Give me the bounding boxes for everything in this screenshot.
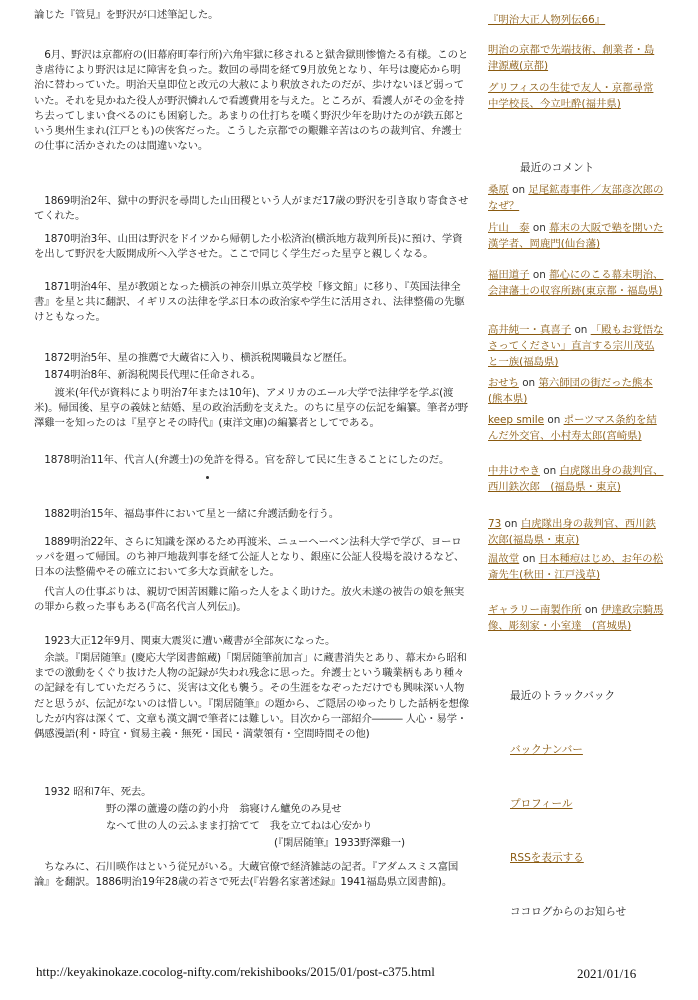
- comment-item: [488, 602, 664, 634]
- comment-on: on: [543, 465, 557, 477]
- comment-item: [488, 322, 664, 370]
- trackback-heading: 最近のトラックバック: [510, 690, 616, 702]
- paragraph: 1923大正12年9月、関東大震災に遭い蔵書が全部灰になった。: [34, 635, 336, 647]
- paragraph: 代言人の仕事ぶりは、親切で困苦困難に陥った人をよく助けた。放火未遂の被告の娘を無実の罪から救った事もある(『高名代言人列伝』)。: [34, 586, 465, 614]
- comment-author[interactable]: 高井純一・真喜子: [488, 324, 572, 336]
- comment-item: [488, 267, 664, 299]
- comment-on: on: [547, 414, 561, 426]
- backnumber-link[interactable]: バックナンバー: [510, 744, 583, 756]
- book-link[interactable]: 明治の京都で先端技術、創業者・島津源蔵(京都): [488, 44, 655, 72]
- comment-item: [488, 412, 664, 444]
- paragraph: 1932 昭和7年、死去。: [34, 786, 152, 798]
- comment-item: [488, 375, 664, 407]
- paragraph: 渡米(年代が資料により明治7年または10年)、アメリカのエール大学で法律学を学ぶ(渡米)。帰国後、星亨の義妹と結婚、星の政治活動を支えた。のちに星亨の伝記を編纂。筆者が野澤雞一を知ったのは『星亨とその時代』(東洋文庫)の編纂者としてである。: [34, 387, 469, 430]
- book-link[interactable]: 『明治大正人物列伝66』: [488, 14, 606, 26]
- paragraph: 1872明治5年、星の推薦で大蔵省に入り、横浜税関職員など歴任。: [34, 352, 354, 364]
- comment-post-link[interactable]: 白虎隊出身の裁判官、西川鉄次郎 (福島県・東京): [488, 465, 664, 493]
- comment-on: on: [522, 553, 536, 565]
- paragraph: 1871明治4年、星が教頭となった横浜の神奈川県立英学校「修文館」に移り、『英国法律全書』を星と共に翻訳、イギリスの法律を学ぶ日本の政治家や学生に活用され、法律整備の先駆けともなった。: [34, 281, 465, 324]
- comment-on: on: [584, 604, 598, 616]
- paragraph: 6月、野沢は京都府の(旧幕府町奉行所)六角牢獄に移されると獄舎獄則惨憺たる有様。このとき虐待により野沢は足に障害を負った。数回の尋問を経て9月放免となり、年号は慶応から明治に替わっていた。明治天皇即位と改元の大赦により釈放されたのだが、歩けないほど弱っていた。それを見かねた役人が野沢憐れんで看護費用を与えた。ところが、看護人がその金を持ち去ってしまい食べるのにも困窮した。あまりの仕打ちを嘆く野沢少年を助けたのが鉄五郎という奥州生まれ(江戸とも)の侠客だった。こうした京都での艱難辛苦はのちの裁判官、弁護士の仕事に活かされたのは間違いない。: [34, 49, 469, 153]
- comment-item: [488, 516, 664, 548]
- paragraph: 1882明治15年、福島事件において星と一緒に弁護活動を行う。: [34, 508, 340, 520]
- book-link[interactable]: グリフィスの生徒で友人・京都尋常中学校長、今立吐酔(福井県): [488, 82, 654, 110]
- comment-author[interactable]: ギャラリー南製作所: [488, 604, 582, 616]
- comment-on: on: [512, 184, 526, 196]
- comment-post-link[interactable]: 白虎隊出身の裁判官、西川鉄次郎(福島県・東京): [488, 518, 656, 546]
- print-date: 2021/01/16: [577, 966, 637, 981]
- poem-source: (『閑居随筆』1933野澤雞一): [274, 837, 405, 849]
- poem-line: なへて世の人の云ふまま打捨てて 我を立てねは心安かり: [106, 820, 373, 832]
- comment-on: on: [532, 269, 546, 281]
- paragraph: 余談。『閑居随筆』(慶応大学図書館蔵)「閑居随筆前加言」に蔵書消失とあり、幕末から昭和までの激動をくぐり抜けた人物の記録が失われ残念に思った。弁護士という職業柄もあり種々の記録を有していただろうに、災害は文化も襲う。その生涯をなぞっただけでも興味深い人物だと思うが、伝記がないのは惜しい。『閑居随筆』の題から、ご隠居のゆったりした話柄を想像したが内容は深くて、文章も漢文調で筆者には難しい。目次から一部紹介――― 人心・易学・偶感漫語(利・時宜・貿易主義・無死・国民・満蒙領有・空間時間その他): [34, 652, 470, 741]
- comment-author[interactable]: 桑原: [488, 184, 509, 196]
- comments-heading: 最近のコメント: [520, 162, 595, 174]
- comment-author[interactable]: 福田道子: [488, 269, 530, 281]
- paragraph: 1878明治11年、代言人(弁護士)の免許を得る。官を辞して民に生きることにしたのだ。: [34, 454, 450, 466]
- comment-on: on: [574, 324, 588, 336]
- paragraph: 1889明治22年、さらに知識を深めるため再渡米、ニューヘーベン法科大学で学び、ヨーロッパを廻って帰国。のち神戸地裁判事を経て公証人となり、銀座に公証人役場を設けるなど、日本の法整備やその確立において多大な貢献をした。: [34, 536, 465, 579]
- paragraph: 論じた『管見』を野沢が口述筆記した。: [34, 9, 219, 21]
- notice-heading: ココログからのお知らせ: [510, 906, 627, 918]
- comment-item: [488, 463, 664, 495]
- comment-post-link[interactable]: 伊達政宗騎馬像、彫刻家・小室達 (宮城県): [488, 604, 664, 632]
- comment-author[interactable]: 中井けやき: [488, 465, 540, 477]
- comment-item: [488, 182, 664, 214]
- comment-author[interactable]: keep smile: [488, 414, 545, 426]
- comment-on: on: [504, 518, 518, 530]
- comment-item: [488, 551, 664, 583]
- comment-post-link[interactable]: 都心にのこる幕末明治、会津藩士の収容所跡(東京都・福島県): [488, 269, 664, 297]
- page-url: http://keyakinokaze.cocolog-nifty.com/rekishibooks/2015/01/post-c375.html: [36, 964, 435, 979]
- poem-line: 野の澤の蘆邊の蔭の釣小舟 翁寝けん鱸免のみ見せ: [106, 803, 342, 815]
- comment-author[interactable]: おせち: [488, 377, 519, 389]
- comment-post-link[interactable]: 足尾鉱毒事件／友部彦次郎のなぜ？: [488, 184, 664, 212]
- rss-link[interactable]: RSSを表示する: [510, 852, 584, 864]
- comment-on: on: [522, 377, 536, 389]
- comment-author[interactable]: 温故堂: [488, 553, 520, 565]
- comment-post-link[interactable]: 日本種痘はじめ、お年の松斎先生(秋田・江戸浅草): [488, 553, 664, 581]
- comment-author[interactable]: 73: [488, 518, 502, 530]
- comment-post-link[interactable]: ポーツマス条約を結んだ外交官、小村寿太郎(宮崎県): [488, 414, 657, 442]
- comment-item: [488, 220, 664, 252]
- comment-post-link[interactable]: 「殿もお覚悟なさってください」直言する宗川茂弘と一族(福島県): [488, 324, 664, 368]
- comment-post-link[interactable]: 幕末の大阪で塾を開いた漢学者、岡鹿門(仙台藩): [488, 222, 664, 250]
- profile-link[interactable]: プロフィール: [510, 798, 573, 810]
- comment-post-link[interactable]: 第六師団の街だった熊本(熊本県): [488, 377, 653, 405]
- paragraph: ちなみに、石川暎作はという従兄がいる。大蔵官僚で経済雑誌の記者。『アダムスミス富国論』を翻訳。1886明治19年28歳の若さで死去(『岩磐名家著述録』1941福島県立図書館)。: [34, 861, 459, 889]
- paragraph: 1874明治8年、新潟税関長代理に任命される。: [34, 369, 261, 381]
- stray-dot: [206, 476, 209, 479]
- paragraph: 1869明治2年、獄中の野沢を尋問した山田稷という人がまだ17歳の野沢を引き取り寄食させてくれた。: [34, 195, 469, 223]
- paragraph: 1870明治3年、山田は野沢をドイツから帰朝した小松済治(横浜地方裁判所長)に預け、学資を出して野沢を大阪開成所へ入学させた。ここで同じく学生だった星亨と親しくなる。: [34, 233, 463, 261]
- comment-on: on: [532, 222, 546, 234]
- comment-author[interactable]: 片山 泰: [488, 222, 530, 234]
